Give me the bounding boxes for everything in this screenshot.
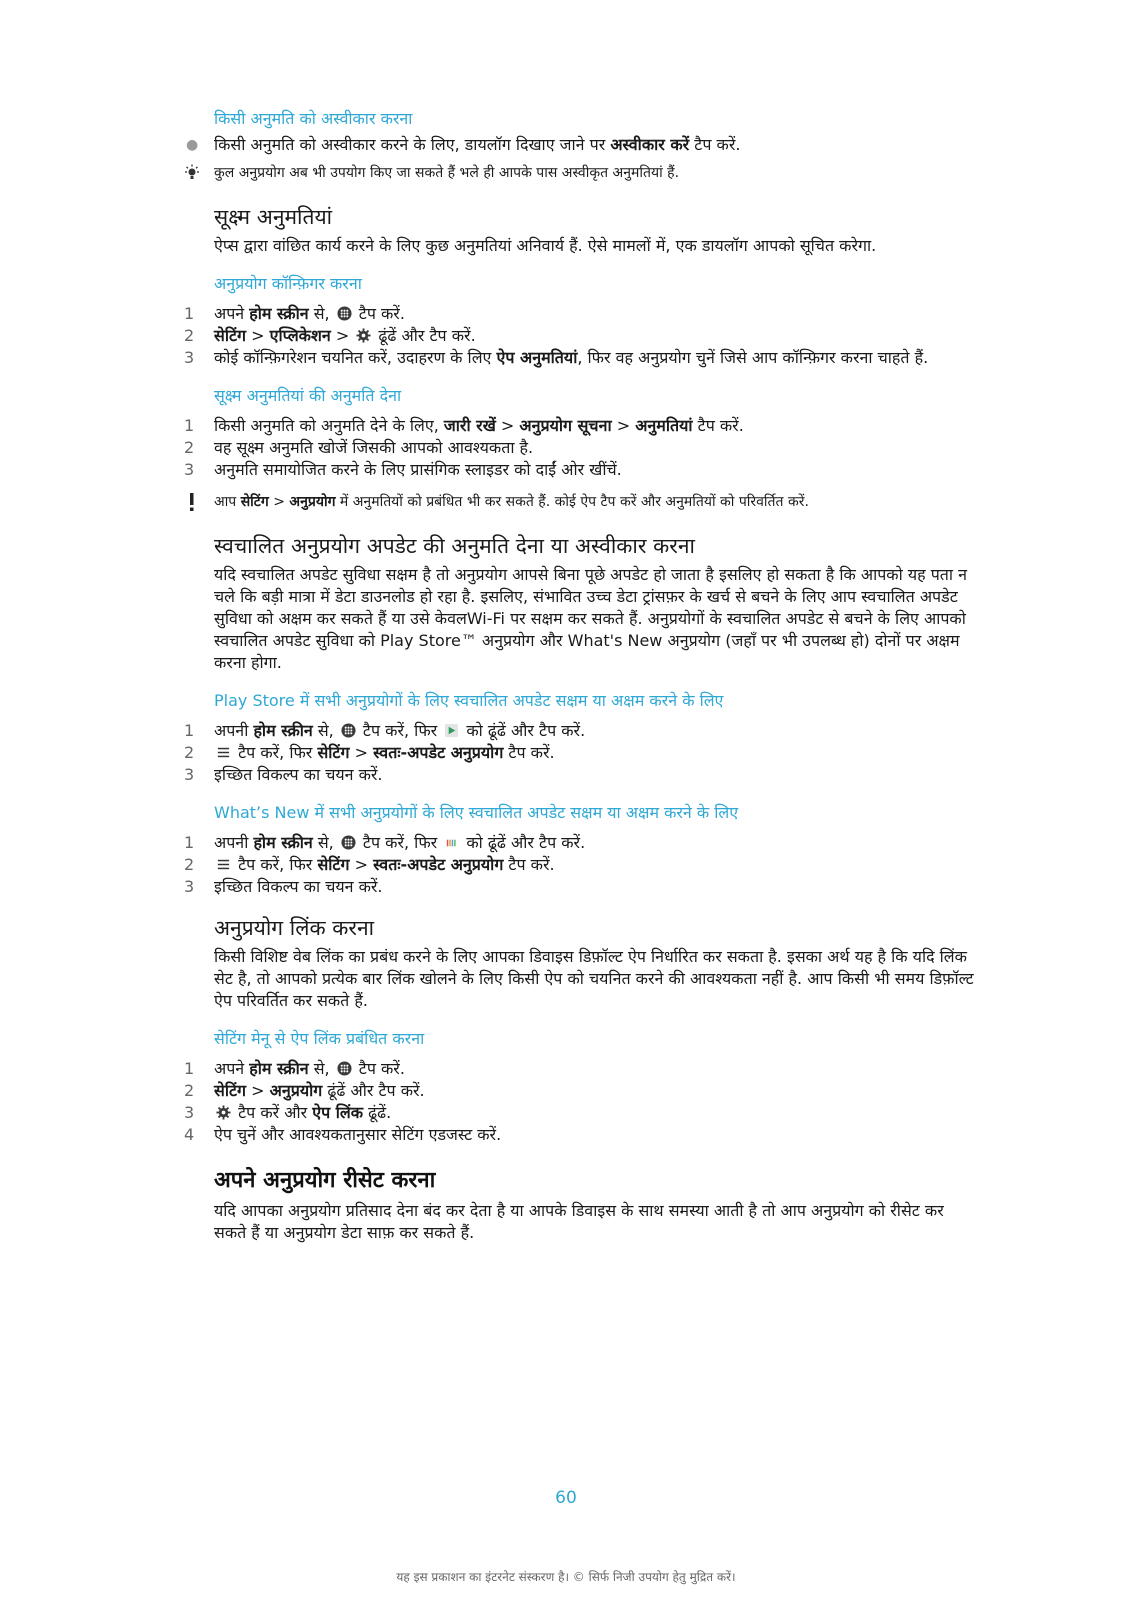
paragraph-reset-apps: यदि आपका अनुप्रयोग प्रतिसाद देना बंद कर देता है या आपके डिवाइस के साथ समस्या आती है तो आप अनुप्रयोग को रीसेट कर सकते हैं या अनुप्रयोग डेटा साफ़ कर सकते हैं. — [214, 1201, 944, 1242]
list-item: 1 किसी अनुमति को अनुमति देने के लिए, जारी रखें > अनुप्रयोग सूचना > अनुमतियां टैप करें. — [184, 416, 744, 435]
paragraph-app-links: किसी विशिष्ट वेब लिंक का प्रबंध करने के लिए आपका डिवाइस डिफ़ॉल्ट ऐप निर्धारित कर सकता है. इसका अर्थ यह है कि यदि लिंक सेट है, तो आपको प्रत्येक बार लिंक खोलने के लिए किसी ऐप को चयनित करने की आवश्यकता नहीं है. आप किसी भी समय डिफ़ॉल्ट ऐप परिवर्तित कर सकते हैं. — [214, 947, 974, 1010]
heading-fine-permissions: सूक्ष्म अनुमतियां — [214, 205, 333, 229]
gear-icon — [216, 1105, 231, 1120]
paragraph-fine-permissions: ऐप्स द्वारा वांछित कार्य करने के लिए कुछ अनुमतियां अनिवार्य हैं. ऐसे मामलों में, एक डायलॉग आपको सूचित करेगा. — [214, 236, 877, 255]
page-content — [184, 108, 974, 1244]
list-item: 3 अनुमति समायोजित करने के लिए प्रासंगिक स्लाइडर को दाईं ओर खींचें. — [184, 460, 622, 479]
list-item: 3 कोई कॉन्फ़िगरेशन चयनित करें, उदाहरण के लिए ऐप अनुमतियां, फिर वह अनुप्रयोग चुनें जिसे आप कॉन्फ़िगर करना चाहते हैं. — [184, 348, 929, 367]
subheading-manage-app-links: सेटिंग मेनू से ऐप लिंक प्रबंधित करना — [214, 1029, 425, 1048]
list-item: 4 ऐप चुनें और आवश्यकतानुसार सेटिंग एडजस्ट करें. — [184, 1125, 502, 1144]
list-item: 3 टैप करें और ऐप लिंक ढूंढें. — [184, 1103, 392, 1122]
warning-note: आप सेटिंग > अनुप्रयोग में अनुमतियों को प्रबंधित भी कर सकते हैं. कोई ऐप टैप करें और अनुमतियों को परिवर्तित करें. — [214, 493, 974, 512]
subheading-reject-permission: किसी अनुमति को अस्वीकार करना — [214, 109, 413, 128]
heading-auto-update: स्वचालित अनुप्रयोग अपडेट की अनुमति देना या अस्वीकार करना — [214, 534, 695, 558]
list-item: 1 अपने होम स्क्रीन से, टैप करें. — [184, 304, 405, 323]
list-item: 1 अपनी होम स्क्रीन से, टैप करें, फिर को ढूंढें और टैप करें. — [184, 721, 586, 740]
subheading-play-store: Play Store में सभी अनुप्रयोगों के लिए स्वचालित अपडेट सक्षम या अक्षम करने के लिए — [214, 691, 724, 710]
list-item: 2 वह सूक्ष्म अनुमति खोजें जिसकी आपको आवश्यकता है. — [184, 438, 534, 457]
heading-app-links: अनुप्रयोग लिंक करना — [214, 916, 375, 940]
list-item: 2 सेटिंग > एप्लिकेशन > ढूंढें और टैप करें. — [184, 326, 476, 345]
whats-new-icon — [444, 835, 459, 850]
list-item: 3 इच्छित विकल्प का चयन करें. — [184, 877, 383, 896]
tip-note: कुल अनुप्रयोग अब भी उपयोग किए जा सकते हैं भले ही आपके पास अस्वीकृत अनुमतियां हैं. — [214, 164, 974, 183]
subheading-configure-app: अनुप्रयोग कॉन्फ़िगर करना — [214, 274, 362, 293]
apps-grid-icon — [341, 723, 356, 738]
exclamation-icon — [182, 493, 202, 513]
subheading-allow-fine-permissions: सूक्ष्म अनुमतियां की अनुमति देना — [214, 386, 402, 405]
list-item: 2 सेटिंग > अनुप्रयोग ढूंढें और टैप करें. — [184, 1081, 425, 1100]
list-item: 2 टैप करें, फिर सेटिंग > स्वतः-अपडेट अनुप्रयोग टैप करें. — [184, 855, 555, 874]
apps-grid-icon — [337, 1061, 352, 1076]
footer-note: यह इस प्रकाशन का इंटरनेट संस्करण है। © सिर्फ निजी उपयोग हेतु मुद्रित करें। — [396, 1570, 736, 1584]
bullet-dot: ● — [186, 137, 199, 153]
bullet-item: ● किसी अनुमति को अस्वीकार करने के लिए, डायलॉग दिखाए जाने पर अस्वीकार करें टैप करें. — [186, 135, 741, 154]
list-item: 1 अपनी होम स्क्रीन से, टैप करें, फिर को ढूंढें और टैप करें. — [184, 833, 586, 852]
page-number: 60 — [555, 1488, 577, 1508]
list-item: 1 अपने होम स्क्रीन से, टैप करें. — [184, 1059, 405, 1078]
subheading-whats-new: What’s New में सभी अनुप्रयोगों के लिए स्वचालित अपडेट सक्षम या अक्षम करने के लिए — [214, 803, 739, 822]
lightbulb-icon — [182, 164, 202, 184]
hamburger-menu-icon — [216, 857, 231, 872]
heading-reset-apps: अपने अनुप्रयोग रीसेट करना — [214, 1168, 436, 1193]
apps-grid-icon — [341, 835, 356, 850]
hamburger-menu-icon — [216, 745, 231, 760]
paragraph-auto-update: यदि स्वचालित अपडेट सुविधा सक्षम है तो अनुप्रयोग आपसे बिना पूछे अपडेट हो जाता है इसलिए हो सकता है कि आपको यह पता न चले कि बड़ी मात्रा में डेटा डाउनलोड हो रहा है. इसलिए, संभावित उच्च डेटा ट्रांसफ़र के खर्च से बचने के लिए आप स्वचालित अपडेट सुविधा को अक्षम कर सकते हैं या उसे केवलWi-Fi पर सक्षम कर सकते हैं. अनुप्रयोगों के स्वचालित अपडेट से बचने के लिए आपको स्वचालित अपडेट सुविधा को Play Store™ अनुप्रयोग और What's New अनुप्रयोग (जहाँ पर भी उपलब्ध हो) दोनों पर अक्षम करना होगा. — [214, 565, 968, 672]
gear-icon — [356, 328, 371, 343]
list-item: 2 टैप करें, फिर सेटिंग > स्वतः-अपडेट अनुप्रयोग टैप करें. — [184, 743, 555, 762]
play-store-icon — [444, 723, 459, 738]
list-item: 3 इच्छित विकल्प का चयन करें. — [184, 765, 383, 784]
apps-grid-icon — [337, 306, 352, 321]
